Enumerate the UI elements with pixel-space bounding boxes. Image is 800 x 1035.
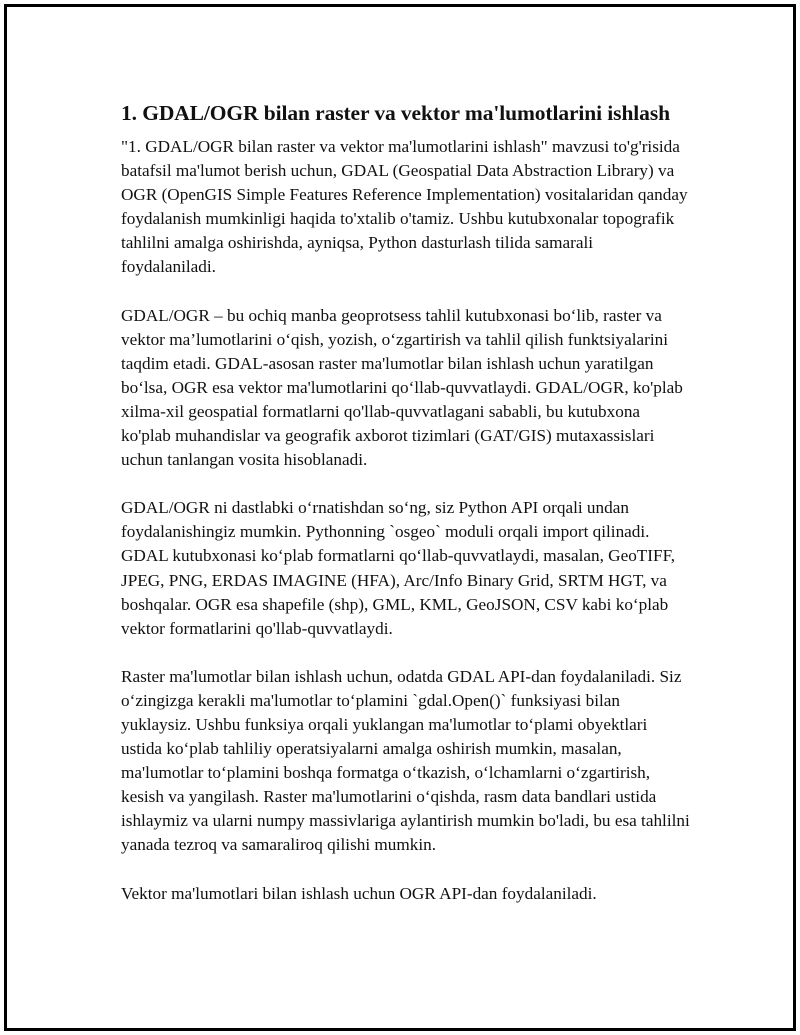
paragraph-vector-data: Vektor ma'lumotlari bilan ishlash uchun OGR API-dan foydalaniladi. (121, 883, 597, 903)
paragraph-intro: "1. GDAL/OGR bilan raster va vektor ma'lumotlarini ishlash" mavzusi to'g'risida batafsil ma'lumot berish uchun, GDAL (Geospatial Data Abstraction Library) va OGR (OpenGIS Simple Features Reference Implementation) vositalaridan qanday foydalanish mumkinligi haqida to'xtalib o'tamiz. Ushbu kutubxonalar topografik tahlilni amalga oshirishda, ayniqsa, Python dasturlash tilida samarali foydalaniladi. (121, 137, 688, 277)
paragraph-installation-formats: GDAL/OGR ni dastlabki o‘rnatishdan so‘ng, siz Python API orqali undan foydalanishingiz mumkin. Pythonning `osgeo` moduli orqali import qilinadi. GDAL kutubxonasi ko‘plab formatlarni qo‘llab-quvvatlaydi, masalan, GeoTIFF, JPEG, PNG, ERDAS IMAGINE (HFA), Arc/Info Binary Grid, SRTM HGT, va boshqalar. OGR esa shapefile (shp), GML, KML, GeoJSON, CSV kabi ko‘plab vektor formatlarini qo'llab-quvvatlaydi. (121, 498, 676, 638)
document-heading: 1. GDAL/OGR bilan raster va vektor ma'lumotlarini ishlash (121, 101, 670, 125)
page-frame (4, 4, 796, 1031)
paragraph-raster-data: Raster ma'lumotlar bilan ishlash uchun, odatda GDAL API-dan foydalaniladi. Siz o‘zingizga kerakli ma'lumotlar to‘plamini `gdal.Open()` funksiyasi bilan yuklaysiz. Ushbu funksiya orqali yuklangan ma'lumotlar to‘plami obyektlari ustida ko‘plab tahliliy operatsiyalarni amalga oshirish mumkin, masalan, ma'lumotlar to‘plamini boshqa formatga o‘tkazish, o‘lchamlarni o‘zgartirish, kesish va yangilash. Raster ma'lumotlarini o‘qishda, rasm data bandlari ustida ishlaymiz va ularni numpy massivlariga aylantirish mumkin bo'ladi, bu esa tahlilni yanada tezroq va samaraliroq qilishi mumkin. (121, 666, 690, 855)
paragraph-gdal-ogr-overview: GDAL/OGR – bu ochiq manba geoprotsess tahlil kutubxonasi bo‘lib, raster va vektor ma’lumotlarini o‘qish, yozish, o‘zgartirish va tahlil qilish funktsiyalarini taqdim etadi. GDAL-asosan raster ma'lumotlar bilan ishlash uchun yaratilgan bo‘lsa, OGR esa vektor ma'lumotlarini qo‘llab-quvvatlaydi. GDAL/OGR, ko'plab xilma-xil geospatial formatlarni qo'llab-quvvatlagani sababli, bu kutubxona ko'plab muhandislar va geografik axborot tizimlari (GAT/GIS) mutaxassislari uchun tanlangan vosita hisoblanadi. (121, 305, 683, 470)
document-body (121, 99, 691, 930)
